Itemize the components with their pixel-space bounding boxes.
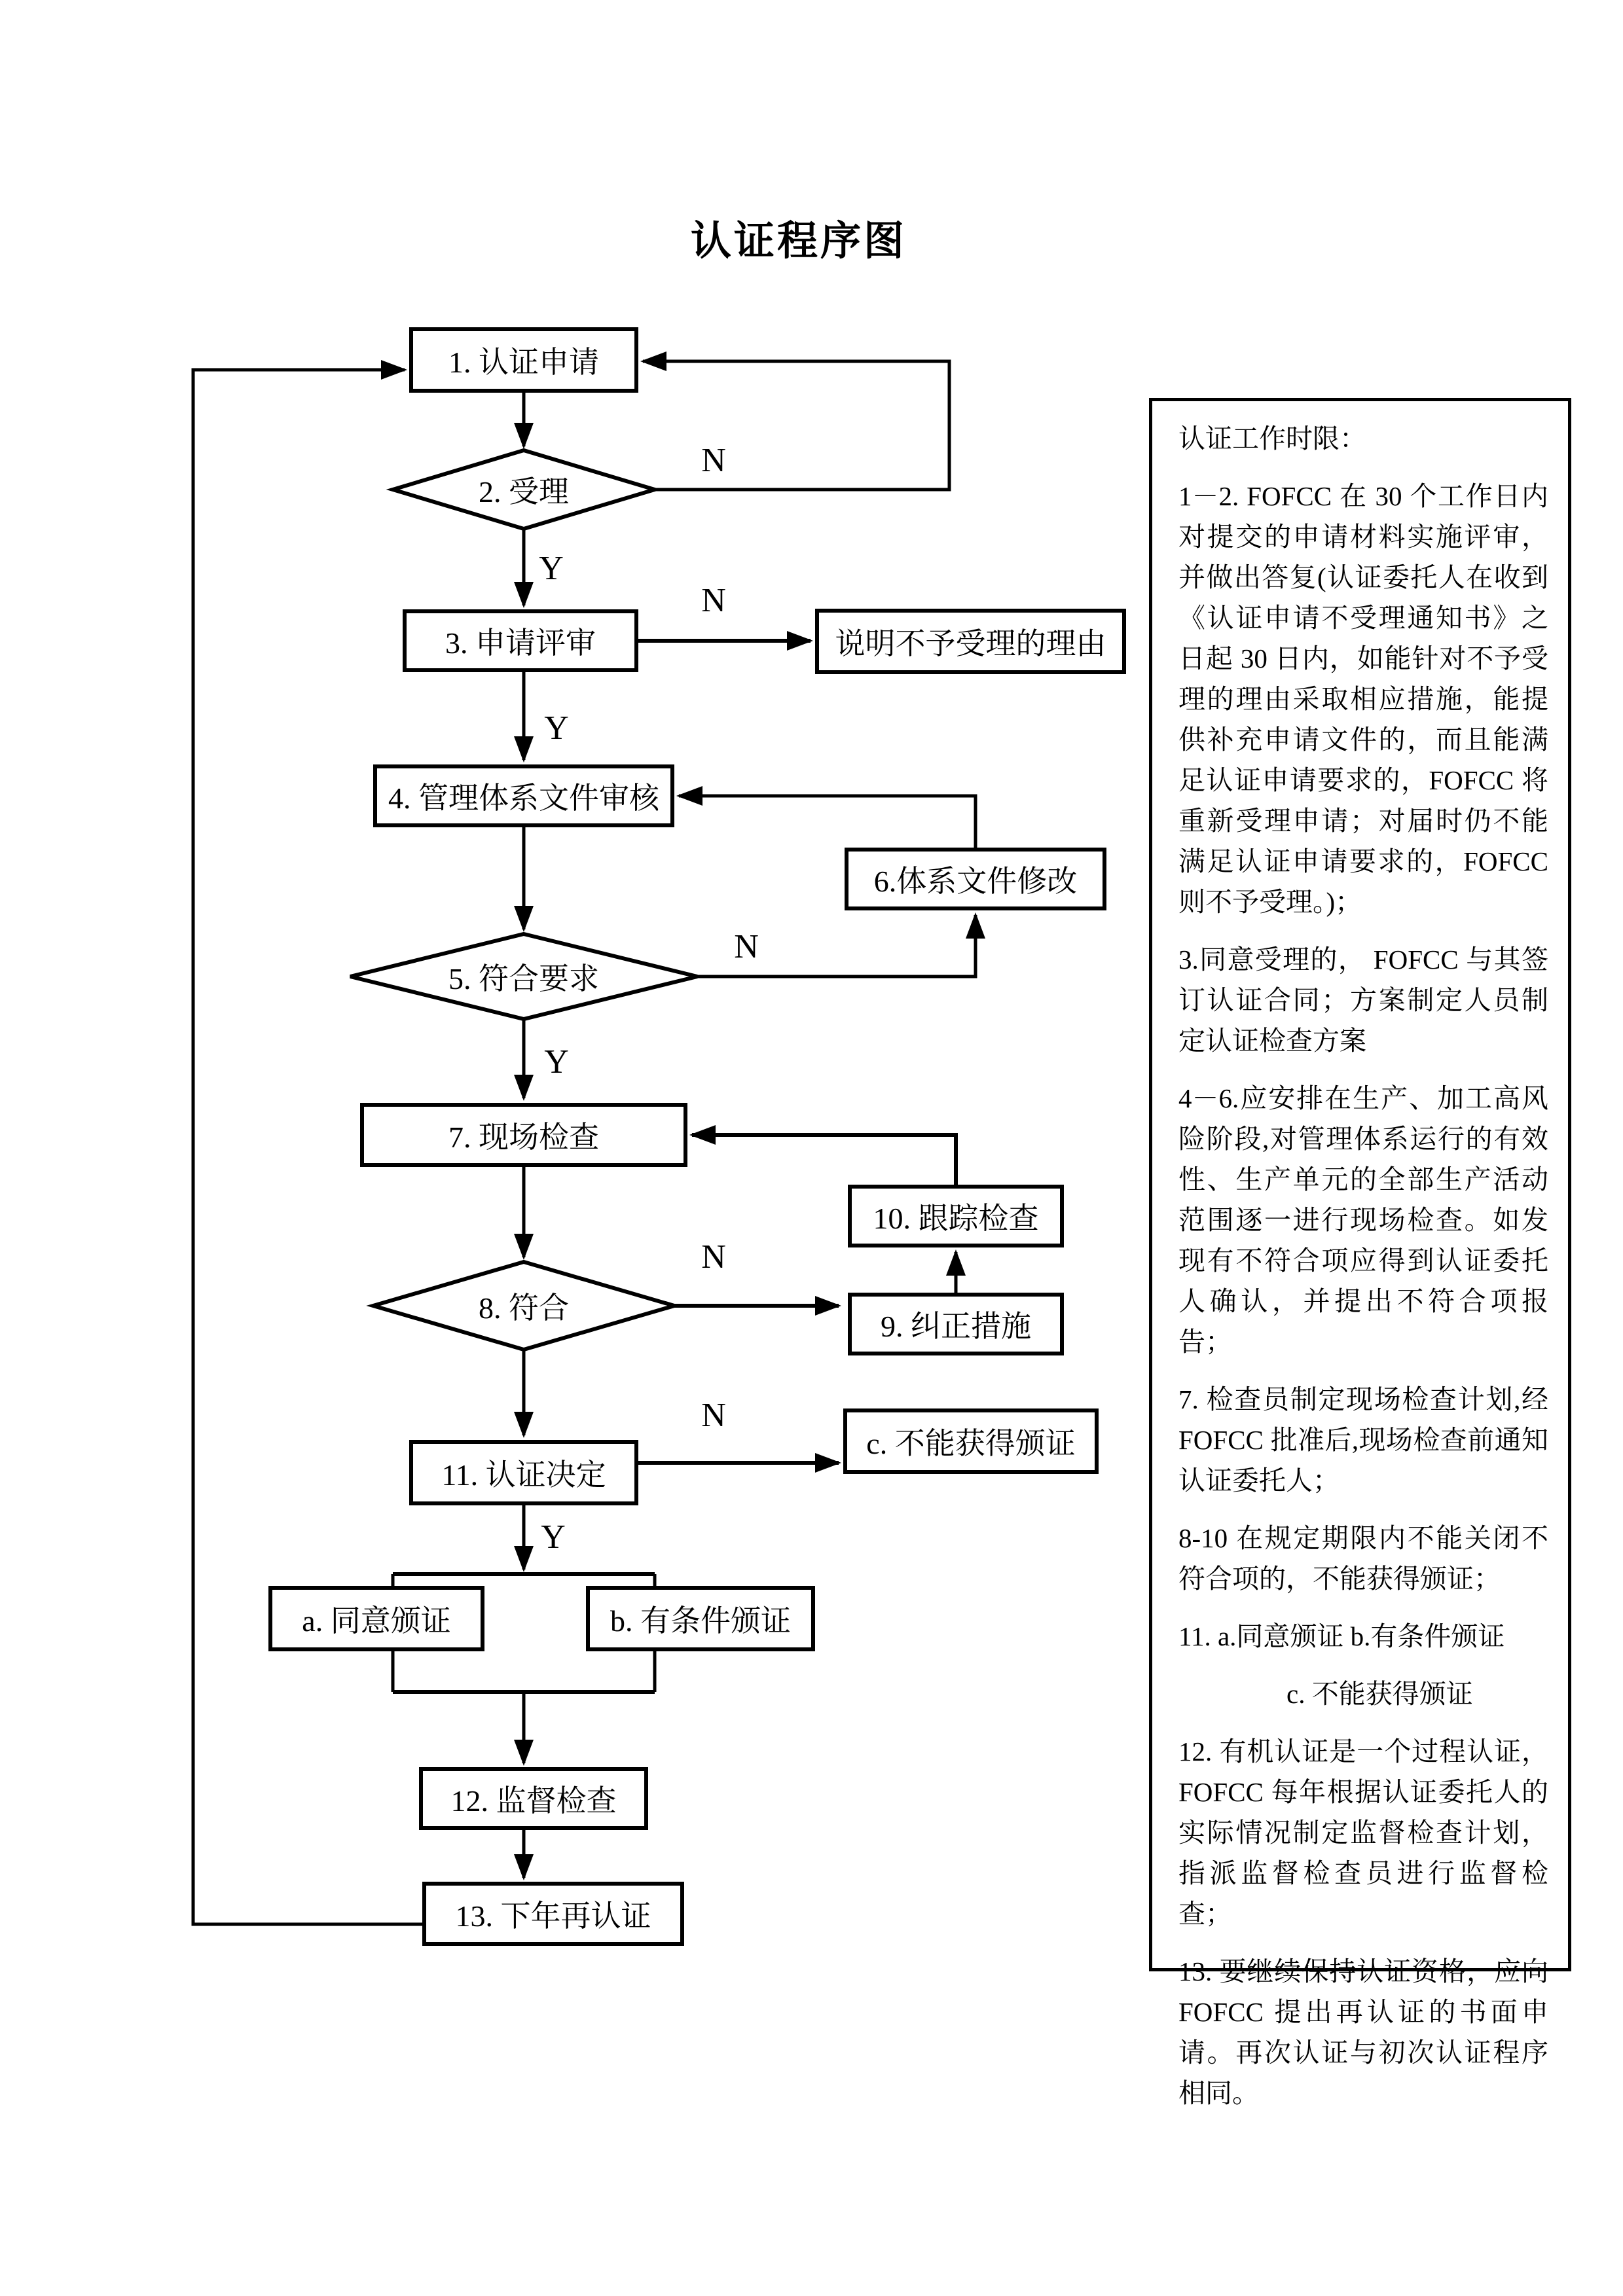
- panel-paragraph: 4－6.应安排在生产、加工高风险阶段,对管理体系运行的有效性、生产单元的全部生产活动范围逐一进行现场检查。如发现有不符合项应得到认证委托人确认，并提出不符合项报告；: [1178, 1083, 1548, 1357]
- flow-node-a-approve-certificate: a. 同意颁证: [268, 1586, 484, 1651]
- loop-box10-box7: [692, 1135, 956, 1185]
- panel-paragraph: 12. 有机认证是一个过程认证，FOFCC 每年根据认证委托人的实际情况制定监督检查计划，指派监督检查员进行监督检查；: [1178, 1736, 1548, 1929]
- loop-diamond2-box1: [643, 361, 949, 490]
- label-no-box3: N: [701, 581, 726, 619]
- label-no-diamond2: N: [701, 441, 726, 479]
- flow-node-reason-not-accepted: 说明不予受理的理由: [815, 609, 1126, 674]
- flow-node-9-corrective-action: 9. 纠正措施: [848, 1293, 1064, 1355]
- panel-paragraph: 13. 要继续保持认证资格，应向 FOFCC 提出再认证的书面申请。再次认证与初次认证程序相同。: [1178, 1956, 1548, 2108]
- flow-node-11-certification-decision: 11. 认证决定: [409, 1440, 638, 1505]
- flow-node-b-conditional-certificate: b. 有条件颁证: [586, 1586, 815, 1651]
- page-title: 认证程序图: [690, 219, 907, 264]
- panel-paragraph: 11. a.同意颁证 b.有条件颁证: [1178, 1621, 1505, 1651]
- certification-time-limit-panel: [1149, 398, 1571, 2108]
- label-yes-box3: Y: [544, 709, 569, 747]
- flow-node-2-acceptance: 2. 受理: [479, 475, 569, 509]
- label-yes-box11: Y: [541, 1518, 566, 1556]
- flow-node-7-site-inspection: 7. 现场检查: [360, 1103, 687, 1167]
- flow-node-12-supervision-inspection: 12. 监督检查: [419, 1767, 648, 1830]
- label-no-diamond8: N: [701, 1238, 726, 1276]
- panel-paragraph: 1－2. FOFCC 在 30 个工作日内对提交的申请材料实施评审，并做出答复(认证委托人在收到《认证申请不受理通知书》之日起 30 日内，如能针对不予受理的理由采取相应措施，能提供补充申请文件的，而且能满足认证申请要求的，FOFCC 将重新受理申请；对届时仍不能满足认证申请要求的，FOFCC 则不予受理。)；: [1178, 481, 1548, 917]
- flow-node-5-meets-requirements: 5. 符合要求: [448, 962, 599, 996]
- label-yes-diamond5: Y: [544, 1043, 569, 1081]
- panel-paragraph: 认证工作时限：: [1178, 423, 1366, 454]
- flow-node-10-follow-up-inspection: 10. 跟踪检查: [848, 1185, 1064, 1247]
- panel-paragraph: 7. 检查员制定现场检查计划,经 FOFCC 批准后,现场检查前通知认证委托人；: [1178, 1384, 1548, 1496]
- panel-paragraph: 8-10 在规定期限内不能关闭不符合项的，不能获得颁证；: [1178, 1523, 1548, 1594]
- flow-node-8-conformity: 8. 符合: [479, 1291, 569, 1325]
- label-no-diamond5: N: [734, 927, 759, 965]
- panel-paragraph: c. 不能获得颁证: [1286, 1679, 1473, 1709]
- flow-node-4-system-document-audit: 4. 管理体系文件审核: [373, 764, 674, 827]
- loop-box6-box4: [679, 796, 976, 848]
- flow-node-c-no-certificate: c. 不能获得颁证: [843, 1408, 1099, 1474]
- panel-paragraph: 3.同意受理的， FOFCC 与其签订认证合同；方案制定人员制定认证检查方案: [1178, 944, 1548, 1056]
- flow-node-6-document-revision: 6.体系文件修改: [845, 848, 1106, 910]
- flow-node-3-application-review: 3. 申请评审: [403, 609, 638, 672]
- label-yes-diamond2: Y: [539, 549, 564, 587]
- flow-node-13-recertify-next-year: 13. 下年再认证: [422, 1882, 684, 1946]
- flow-node-1-application: 1. 认证申请: [409, 327, 638, 393]
- label-no-box11: N: [701, 1396, 726, 1434]
